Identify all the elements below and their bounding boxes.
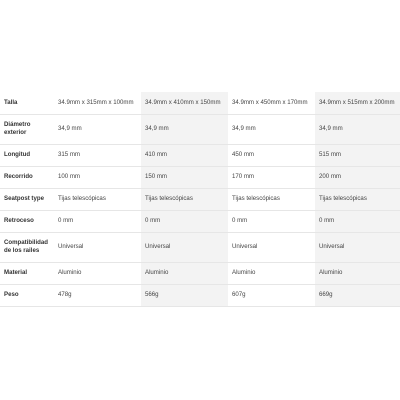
table-cell: 478g	[54, 284, 141, 306]
table-cell: Tijas telescópicas	[54, 188, 141, 210]
row-label: Material	[0, 262, 54, 284]
table-row	[0, 284, 400, 306]
table-row	[0, 144, 400, 166]
table-cell: Universal	[315, 232, 400, 262]
table-cell: 170 mm	[228, 166, 315, 188]
table-row	[0, 92, 400, 114]
table-cell: 515 mm	[315, 144, 400, 166]
table-cell: Universal	[141, 232, 228, 262]
table-cell: 100 mm	[54, 166, 141, 188]
spec-table	[0, 92, 400, 307]
table-cell: Tijas telescópicas	[228, 188, 315, 210]
table-cell: Tijas telescópicas	[141, 188, 228, 210]
table-cell: 34.9mm x 450mm x 170mm	[228, 92, 315, 114]
table-row	[0, 114, 400, 144]
table-cell: 566g	[141, 284, 228, 306]
table-cell: 0 mm	[141, 210, 228, 232]
row-label: Diámetro exterior	[0, 114, 54, 144]
table-cell: 34.9mm x 515mm x 200mm	[315, 92, 400, 114]
row-label: Peso	[0, 284, 54, 306]
table-cell: Aluminio	[54, 262, 141, 284]
table-cell: 0 mm	[228, 210, 315, 232]
row-label: Seatpost type	[0, 188, 54, 210]
table-row	[0, 210, 400, 232]
table-cell: Tijas telescópicas	[315, 188, 400, 210]
table-cell: 34.9mm x 315mm x 100mm	[54, 92, 141, 114]
table-cell: Aluminio	[228, 262, 315, 284]
table-row	[0, 262, 400, 284]
table-row	[0, 232, 400, 262]
table-cell: Aluminio	[141, 262, 228, 284]
table-cell: Aluminio	[315, 262, 400, 284]
table-row	[0, 166, 400, 188]
table-row	[0, 188, 400, 210]
table-cell: 410 mm	[141, 144, 228, 166]
spec-table-body	[0, 92, 400, 306]
row-label: Longitud	[0, 144, 54, 166]
row-label: Recorrido	[0, 166, 54, 188]
table-cell: 0 mm	[315, 210, 400, 232]
table-cell: 0 mm	[54, 210, 141, 232]
table-cell: Universal	[54, 232, 141, 262]
table-cell: Universal	[228, 232, 315, 262]
table-cell: 34.9mm x 410mm x 150mm	[141, 92, 228, 114]
table-cell: 669g	[315, 284, 400, 306]
table-cell: 34,9 mm	[54, 114, 141, 144]
row-label: Retroceso	[0, 210, 54, 232]
table-cell: 200 mm	[315, 166, 400, 188]
row-label: Talla	[0, 92, 54, 114]
table-cell: 34,9 mm	[315, 114, 400, 144]
table-cell: 150 mm	[141, 166, 228, 188]
row-label: Compatibilidad de los railes	[0, 232, 54, 262]
table-cell: 34,9 mm	[141, 114, 228, 144]
table-cell: 34,9 mm	[228, 114, 315, 144]
table-cell: 315 mm	[54, 144, 141, 166]
table-cell: 607g	[228, 284, 315, 306]
table-cell: 450 mm	[228, 144, 315, 166]
